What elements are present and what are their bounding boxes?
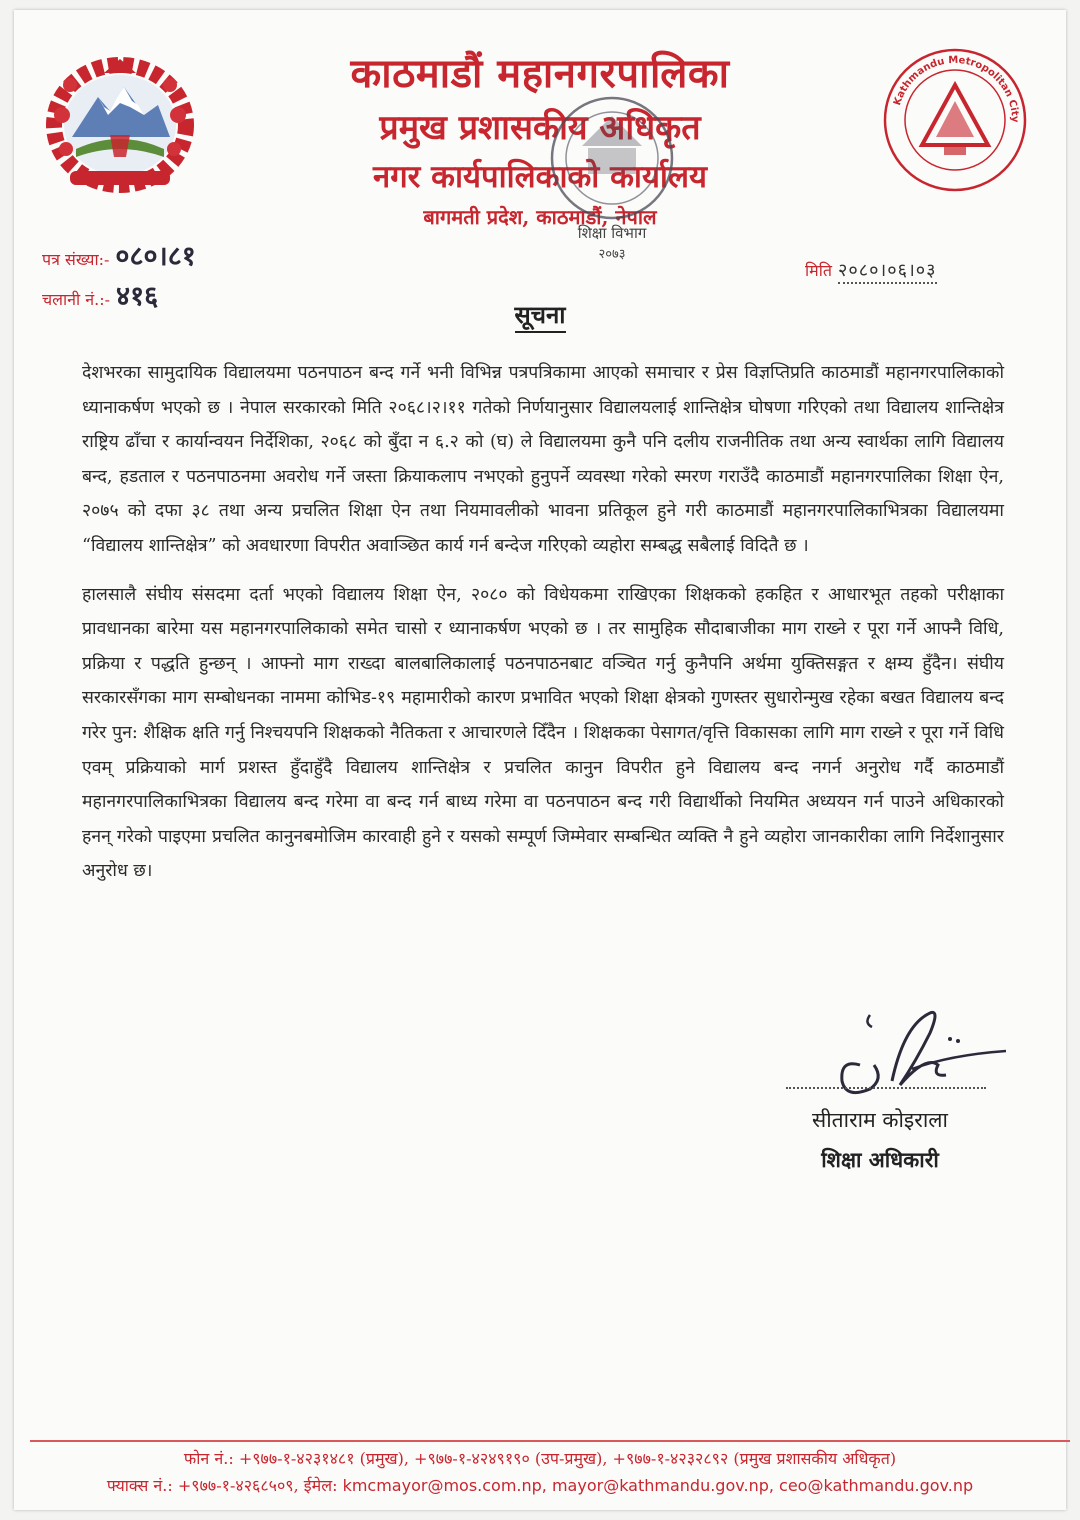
signature-line	[786, 1087, 986, 1089]
notice-subject	[0, 298, 1080, 331]
phone-numbers: +९७७-१-४२३१४८१ (प्रमुख), +९७७-१-४२४९१९० (उप-प्रमुख), +९७७-१-४२३२८९२ (प्रमुख प्रशासकीय अधिकृत)	[238, 1449, 897, 1468]
metro-seal-label: Kathmandu Metropolitan City	[892, 54, 1021, 123]
org-name: काठमाडौं महानगरपालिका	[350, 50, 730, 97]
letter-number-value: ०८०।८१	[115, 241, 196, 272]
email-label: ईमेल:	[303, 1476, 338, 1495]
office-name: नगर कार्यपालिकाको कार्यालय	[373, 159, 707, 195]
signatory-title: शिक्षा अधिकारी	[821, 1147, 939, 1172]
signatory-name: सीताराम कोइराला	[812, 1108, 948, 1132]
stamp-dept-label: शिक्षा विभाग	[577, 224, 647, 242]
office-address: बागमती प्रदेश, काठमाडौं, नेपाल	[423, 205, 657, 229]
phone-label: फोन नं.:	[183, 1449, 234, 1468]
dispatch-number-value: ४१६	[116, 281, 159, 312]
body-paragraph-2: हालसालै संघीय संसदमा दर्ता भएको विद्यालय शिक्षा ऐन, २०८० को विधेयकमा राखिएका शिक्षकको हकहित र आधारभूत तहको परीक्षाका प्रावधानका बारेमा यस महानगरपालिकाको समेत चासो र ध्यानाकर्षण भएको छ । तर सामुहिक सौदाबाजीका माग राख्ने र पूरा गर्ने आफ्नै विधि, प्रक्रिया र पद्धति हुन्छन् । आफ्नो माग राख्दा बालबालिकालाई पठनपाठनबाट वञ्चित गर्नु कुनैपनि अर्थमा युक्तिसङ्गत र क्षम्य हुँदैन। संघीय सरकारसँगका माग सम्बोधनका नाममा कोभिड-१९ महामारीको कारण प्रभावित भएको शिक्षा क्षेत्रको गुणस्तर सुधारोन्मुख रहेका बखत विद्यालय बन्द गरेर पुन: शैक्षिक क्षति गर्नु निश्चयपनि शिक्षकको नैतिकता र आचारणले दिँदैन । शिक्षकका पेसागत/वृत्ति विकासका लागि माग राख्ने र पूरा गर्ने विधि एवम् प्रक्रियाको मार्ग प्रशस्त हुँदाहुँदै विद्यालय शान्तिक्षेत्र र प्रचलित कानुन विपरीत हुने विद्यालय बन्द नगर्न अनुरोध गर्दै काठमाडौं महानगरपालिकाभित्रका विद्यालय बन्द गरेमा वा बन्द गर्न बाध्य गरेमा वा पठनपाठन बन्द गरी विद्यार्थीको नियमित अध्ययन गर्न पाउने अधिकारको हनन् गरेको पाइएमा प्रचलित कानुनबमोजिम कारवाही हुने र यसको सम्पूर्ण जिम्मेवार सम्बन्धित व्यक्ति नै हुने व्यहोरा जानकारीका लागि निर्देशानुसार अनुरोध छ।	[82, 584, 1004, 882]
nepal-government-emblem-icon	[40, 45, 200, 195]
metro-seal-text-ring	[880, 45, 1030, 195]
footer-phone	[0, 1447, 1080, 1469]
svg-text:Kathmandu Metropolitan City	[892, 55, 1020, 123]
email-links[interactable]: kmcmayor@mos.com.np, mayor@kathmandu.gov.np, ceo@kathmandu.gov.np	[342, 1476, 974, 1495]
subject-text: सूचना	[515, 300, 566, 333]
dispatch-number-label: चलानी नं.:-	[42, 290, 111, 309]
education-department-stamp-icon	[532, 86, 692, 262]
letter-number-label: पत्र संख्या:-	[42, 250, 110, 269]
body-paragraph-1: देशभरका सामुदायिक विद्यालयमा पठनपाठन बन्द गर्ने भनी विभिन्न पत्रपत्रिकामा आएको समाचार र प्रेस विज्ञप्तिप्रति काठमाडौं महानगरपालिकाको ध्यानाकर्षण भएको छ । नेपाल सरकारको मिति २०६८।२।११ गतेको निर्णयानुसार विद्यालयलाई शान्तिक्षेत्र घोषणा गरिएको तथा विद्यालय शान्तिक्षेत्र राष्ट्रिय ढाँचा र कार्यान्वयन निर्देशिका, २०६८ को बुँदा न ६.२ को (घ) ले विद्यालयमा कुनै पनि दलीय राजनीतिक तथा अन्य स्वार्थका लागि विद्यालय बन्द, हडताल र पठनपाठनमा अवरोध गर्ने जस्ता क्रियाकलाप नभएको हुनुपर्ने व्यवस्था गरेको स्मरण गराउँदै काठमाडौं महानगरपालिका शिक्षा ऐन, २०७५ को दफा ३८ तथा अन्य प्रचलित शिक्षा ऐन तथा नियमावलीको भावना प्रतिकूल हुने गरी काठमाडौं महानगरपालिकाभित्रका विद्यालयमा “विद्यालय शान्तिक्षेत्र” को अवधारणा विपरीत अवाञ्छित कार्य गर्न बन्देज गरिएको व्यहोरा सम्बद्ध सबैलाई विदितै छ ।	[82, 363, 1004, 556]
footer-divider	[30, 1440, 1070, 1442]
letter-date	[805, 258, 937, 282]
date-value: २०८०।०६।०३	[838, 260, 937, 284]
date-label: मिति	[805, 261, 832, 280]
office-head: प्रमुख प्रशासकीय अधिकृत	[379, 108, 701, 148]
fax-label: फ्याक्स नं.:	[106, 1476, 173, 1495]
stamp-year: २०७३	[598, 247, 626, 262]
footer-fax-email	[0, 1474, 1080, 1496]
letter-number	[42, 236, 196, 273]
notice-body	[82, 356, 1004, 889]
fax-number: +९७७-१-४२६८५०९,	[177, 1476, 299, 1495]
